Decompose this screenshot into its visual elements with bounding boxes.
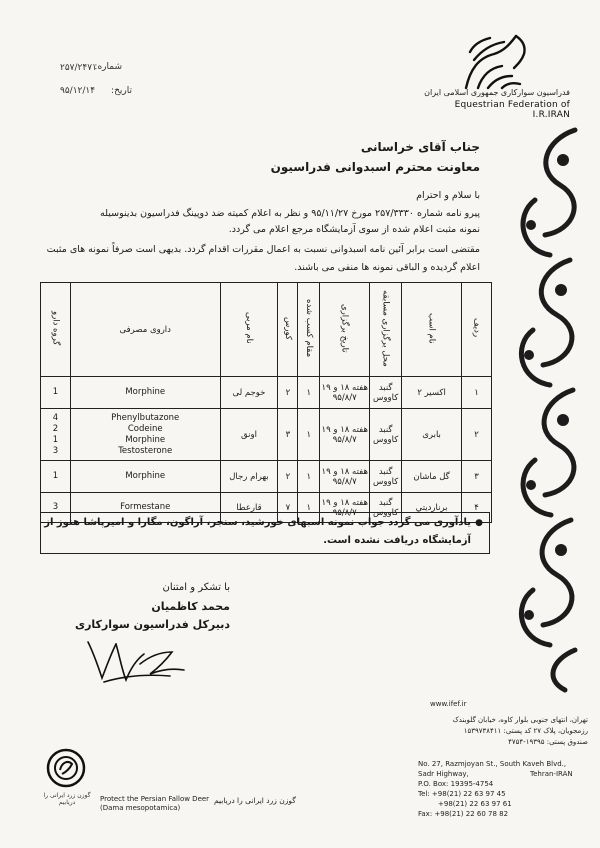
header-group: گروه دارو [41,283,71,377]
cell-row: ۴ [462,493,492,523]
footer-protect-en: Protect the Persian Fallow Deer [100,795,210,803]
footer-address-fa-2: رزمجویان، پلاک ۲۷ کد پستی: ۱۵۳۹۷۳۸۴۱۱ [463,727,588,735]
cell-horse: گل ماشان [402,461,462,493]
greeting: با سلام و احترام [416,190,480,201]
header-date: تاریخ برگزاری [320,283,370,377]
table-row [41,461,492,493]
cell-rank: ۱ [298,493,320,523]
footer-address-en-3: Tehran-IRAN [530,770,573,778]
footer-address-en-2: Sadr Highway, [418,770,469,778]
footer-address-en-1: No. 27, Razmjoyan St., South Kaveh Blvd., [418,760,567,768]
side-ornament [505,120,595,695]
cell-horse: بابری [402,409,462,461]
cell-race: ۳ [278,409,298,461]
letter-date-value: ۹۵/۱۲/۱۴ [60,86,96,96]
federation-name-fa: فدراسیون سوارکاری جمهوری اسلامی ایران [424,88,570,97]
cell-drug: Morphine [70,461,220,493]
cell-trainer: بهرام رجال [220,461,278,493]
signatory-name: محمد کاظمیان [151,600,230,613]
seal-caption: گوزن زرد ایرانی را دریابیم [43,792,91,806]
cell-row: ۱ [462,377,492,409]
cell-venue: گنبد کاووس [370,461,402,493]
paragraph-2-line-2: اعلام گردیده و الباقی نمونه ها منفی می باشند. [294,262,480,273]
cell-trainer: خوجم لی [220,377,278,409]
federation-logo [448,30,538,92]
header-trainer: نام مربی [220,283,278,377]
cell-drug: Formestane [70,493,220,523]
footer-phone-1: Tel: +98(21) 22 63 97 45 [418,790,506,798]
cell-trainer: قارعطا [220,493,278,523]
footer-phone-2: +98(21) 22 63 97 61 [438,800,512,808]
cell-date: هفته ۱۸ و ۱۹ ۹۵/۸/۷ [320,493,370,523]
header-race: کورس [278,283,298,377]
letter-number-value: ۲۵۷/۲۴۷۱ [60,63,97,73]
cell-horse: اکسیر ۲ [402,377,462,409]
footer-fax: Fax: +98(21) 22 60 78 82 [418,810,509,818]
cell-venue: گنبد کاووس [370,409,402,461]
header-horse: نام اسب [402,283,462,377]
cell-group: 1 [41,461,71,493]
table-row [41,409,492,461]
reminder-note [40,512,490,554]
table-row [41,377,492,409]
header-row: ردیف [462,283,492,377]
cell-race: ۲ [278,461,298,493]
header-drug: داروی مصرفی [70,283,220,377]
signoff-thanks: با تشکر و امتنان [162,582,230,593]
signatory-title: دبیرکل فدراسیون سوارکاری [75,618,230,631]
paragraph-1-line-1: پیرو نامه شماره ۲۵۷/۳۳۳۰ مورخ ۹۵/۱۱/۲۷ و نظر به اعلام کمیته ضد دوپینگ فدراسیون بدینوسیله [100,208,480,219]
footer-address-fa-1: تهران، انتهای جنوبی بلوار کاوه، خیابان گلوبندک [452,716,588,724]
cell-group: 4 2 1 3 [41,409,71,461]
handwritten-signature [80,630,190,685]
footer-protect-sci: (Dama mesopotamica) [100,804,181,812]
cell-venue: گنبد کاووس [370,377,402,409]
cell-row: ۲ [462,409,492,461]
reminder-line-1: یادآوری می گردد جواب نمونه اسبهای خورشید، سنجر، آراگون، مگارا و امیرپاشا هنوز از [44,517,471,528]
reminder-line-2: آزمایشگاه دریافت نشده است. [323,535,471,546]
header-venue: محل برگزاری مسابقه [370,283,402,377]
cell-date: هفته ۱۸ و ۱۹ ۹۵/۸/۷ [320,377,370,409]
cell-horse: برنارديتي [402,493,462,523]
paragraph-1-line-2: نمونه مثبت اعلام شده از سوی آزمایشگاه مرجع اعلام می گردد. [228,224,480,235]
addressee: جناب آقای خراسانی [360,140,480,154]
cell-trainer: اونق [220,409,278,461]
footer-address-fa-3: صندوق پستی: ۱۹۳۹۵-۴۷۵۴ [508,738,588,746]
addressee-title: معاونت محترم اسبدوانی فدراسیون [270,160,480,174]
doping-results-table [40,282,492,523]
cell-drug: Morphine [70,377,220,409]
table-header-row [41,283,492,377]
deer-conservation-seal [46,748,86,788]
cell-rank: ۱ [298,377,320,409]
letter-date-label: تاریخ: [111,86,132,96]
cell-row: ۳ [462,461,492,493]
cell-race: ۲ [278,377,298,409]
footer-pobox: P.O. Box: 19395-4754 [418,780,494,788]
cell-date: هفته ۱۸ و ۱۹ ۹۵/۸/۷ [320,461,370,493]
cell-rank: ۱ [298,409,320,461]
cell-rank: ۱ [298,461,320,493]
paragraph-2-line-1: مقتضی است برابر آئین نامه اسبدوانی نسبت به اعمال مقررات اقدام گردد. بدیهی است صرفاً نمونه های مثبت [46,244,480,255]
cell-group: 1 [41,377,71,409]
bullet-icon: ● [475,518,483,528]
federation-name-en: Equestrian Federation of I.R.IRAN [454,100,570,120]
cell-venue: گنبد کاووس [370,493,402,523]
cell-drug: Phenylbutazone Codeine Morphine Testosterone [70,409,220,461]
letter-number-label: شماره: [94,62,122,72]
cell-group: 3 [41,493,71,523]
footer-website: www.ifef.ir [430,700,467,708]
cell-date: هفته ۱۸ و ۱۹ ۹۵/۸/۷ [320,409,370,461]
header-rank: مقام کسب شده [298,283,320,377]
footer-protect-fa: گوزن زرد ایرانی را دریابیم [214,796,296,805]
cell-race: ۷ [278,493,298,523]
